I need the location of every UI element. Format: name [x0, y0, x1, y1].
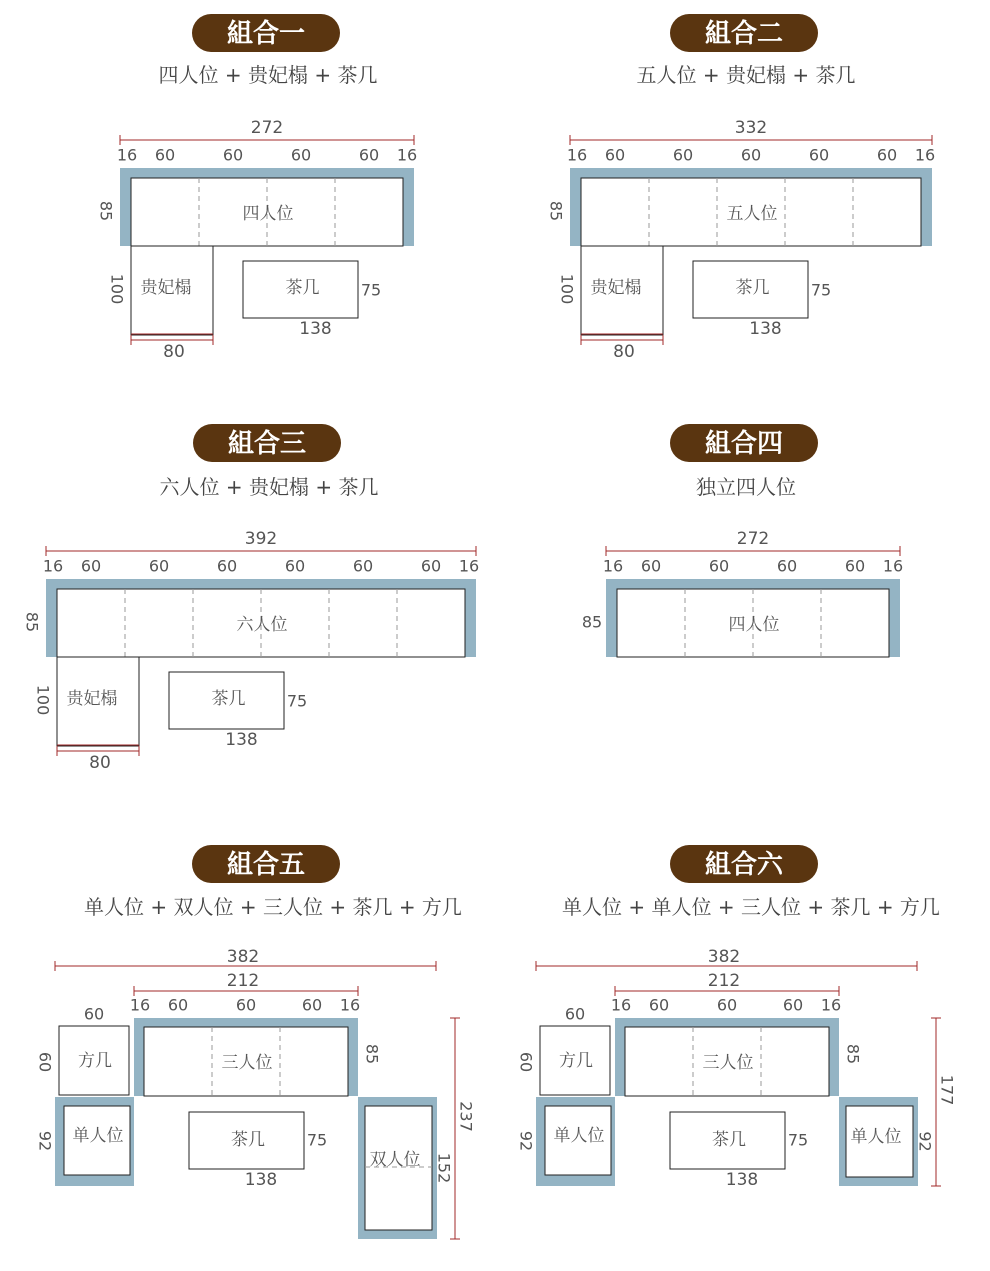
- three-seat-label: 三人位: [702, 1053, 754, 1073]
- square-table-width-label: 60: [564, 1004, 586, 1024]
- segment-width-label: 60: [167, 995, 189, 1015]
- segment-width-label: 16: [610, 995, 632, 1015]
- overall-dimension-label: 332: [734, 118, 768, 138]
- segment-width-label: 16: [458, 556, 480, 576]
- coffee-table-width-label: 138: [299, 319, 332, 339]
- chaise-width-label: 80: [613, 342, 635, 362]
- three-seat-depth-label: 85: [843, 1043, 863, 1065]
- segment-width-label: 60: [358, 145, 380, 165]
- overall-dimension-label: 272: [250, 118, 284, 138]
- coffee-table-label: 茶几: [285, 278, 320, 298]
- three-seat-depth-label: 85: [362, 1043, 382, 1065]
- square-table-height-label: 60: [516, 1051, 536, 1073]
- depth-label: 85: [581, 612, 603, 632]
- segment-width-label: 60: [876, 145, 898, 165]
- combo-subtitle: 独立四人位: [696, 475, 796, 499]
- segment-width-label: 16: [566, 145, 588, 165]
- segment-width-label: 60: [290, 145, 312, 165]
- combo-subtitle: 五人位 + 贵妃榻 + 茶几: [636, 63, 856, 87]
- chaise-width-label: 80: [163, 342, 185, 362]
- single-seat-height-label: 92: [35, 1130, 55, 1152]
- overall-dimension-label: 382: [226, 947, 260, 967]
- coffee-table-label: 茶几: [231, 1130, 265, 1150]
- right-seat-label: 单人位: [850, 1127, 902, 1147]
- sofa-label: 四人位: [242, 204, 294, 224]
- coffee-table-depth-label: 75: [286, 691, 308, 711]
- segment-width-label: 60: [776, 556, 798, 576]
- chaise-height-label: 100: [557, 273, 577, 305]
- segment-width-label: 60: [420, 556, 442, 576]
- right-seat-length-label: 152: [434, 1152, 454, 1184]
- overall-depth-label: 177: [937, 1074, 957, 1106]
- square-table-height-label: 60: [35, 1051, 55, 1073]
- segment-width-label: 16: [339, 995, 361, 1015]
- overall-depth-label: 237: [456, 1101, 476, 1132]
- segment-width-label: 16: [116, 145, 138, 165]
- right-seat-length-label: 92: [915, 1131, 935, 1152]
- combo-title: 組合一: [226, 19, 306, 49]
- coffee-table-depth-label: 75: [306, 1130, 328, 1150]
- depth-label: 85: [22, 611, 42, 633]
- segment-width-label: 60: [716, 995, 738, 1015]
- overall-dimension-label: 382: [707, 947, 741, 967]
- square-table-label: 方几: [78, 1051, 112, 1071]
- overall-dimension-label: 392: [244, 529, 278, 549]
- segment-width-label: 16: [882, 556, 904, 576]
- sofa-label: 六人位: [236, 615, 288, 635]
- segment-width-label: 60: [782, 995, 804, 1015]
- combo-title: 組合三: [227, 429, 307, 459]
- combo-subtitle: 四人位 + 贵妃榻 + 茶几: [158, 63, 378, 87]
- coffee-table-width-label: 138: [244, 1170, 278, 1190]
- segment-width-label: 60: [301, 995, 323, 1015]
- coffee-table-depth-label: 75: [360, 280, 382, 300]
- square-table-width-label: 60: [83, 1004, 105, 1024]
- coffee-table-width-label: 138: [225, 730, 258, 750]
- chaise-label: 贵妃榻: [590, 278, 642, 298]
- segment-width-label: 60: [740, 145, 762, 165]
- segment-width-label: 60: [222, 145, 244, 165]
- coffee-table-depth-label: 75: [810, 280, 832, 300]
- combo-title: 組合六: [704, 850, 784, 880]
- combo-title: 組合五: [226, 850, 306, 880]
- segment-width-label: 16: [820, 995, 842, 1015]
- single-seat-label: 单人位: [553, 1126, 605, 1146]
- segment-width-label: 60: [216, 556, 238, 576]
- combo-title: 組合二: [704, 19, 784, 49]
- segment-width-label: 16: [42, 556, 64, 576]
- chaise-label: 贵妃榻: [140, 278, 192, 298]
- combo-title: 組合四: [704, 429, 784, 459]
- depth-label: 85: [96, 200, 116, 222]
- three-seat-label: 三人位: [221, 1053, 273, 1073]
- chaise-width-label: 80: [89, 753, 111, 773]
- segment-width-label: 60: [844, 556, 866, 576]
- segment-width-label: 60: [708, 556, 730, 576]
- segment-width-label: 60: [284, 556, 306, 576]
- segment-width-label: 60: [672, 145, 694, 165]
- segment-width-label: 60: [604, 145, 626, 165]
- chaise-height-label: 100: [33, 684, 53, 716]
- coffee-table-width-label: 138: [749, 319, 782, 339]
- sofa-label: 五人位: [726, 204, 778, 224]
- segment-width-label: 16: [129, 995, 151, 1015]
- square-table-label: 方几: [559, 1051, 593, 1071]
- segment-width-label: 60: [154, 145, 176, 165]
- three-seat-total-label: 212: [707, 971, 741, 991]
- chaise-height-label: 100: [107, 273, 127, 305]
- coffee-table-label: 茶几: [211, 689, 246, 709]
- segment-width-label: 60: [648, 995, 670, 1015]
- single-seat-label: 单人位: [72, 1126, 124, 1146]
- segment-width-label: 16: [914, 145, 936, 165]
- coffee-table-width-label: 138: [725, 1170, 759, 1190]
- combo-subtitle: 单人位 + 单人位 + 三人位 + 茶几 + 方几: [562, 895, 940, 919]
- right-seat-label: 双人位: [369, 1150, 421, 1170]
- three-seat-total-label: 212: [226, 971, 260, 991]
- segment-width-label: 16: [602, 556, 624, 576]
- overall-dimension-label: 272: [736, 529, 770, 549]
- chaise-label: 贵妃榻: [66, 689, 118, 709]
- segment-width-label: 60: [80, 556, 102, 576]
- sofa-label: 四人位: [728, 615, 780, 635]
- combo-subtitle: 六人位 + 贵妃榻 + 茶几: [159, 475, 379, 499]
- segment-width-label: 60: [808, 145, 830, 165]
- segment-width-label: 60: [352, 556, 374, 576]
- segment-width-label: 60: [640, 556, 662, 576]
- combo-subtitle: 单人位 + 双人位 + 三人位 + 茶几 + 方几: [84, 895, 462, 919]
- single-seat-height-label: 92: [516, 1130, 536, 1152]
- coffee-table-label: 茶几: [735, 278, 770, 298]
- coffee-table-depth-label: 75: [787, 1130, 809, 1150]
- segment-width-label: 16: [396, 145, 418, 165]
- coffee-table-label: 茶几: [712, 1130, 746, 1150]
- segment-width-label: 60: [235, 995, 257, 1015]
- depth-label: 85: [546, 200, 566, 222]
- segment-width-label: 60: [148, 556, 170, 576]
